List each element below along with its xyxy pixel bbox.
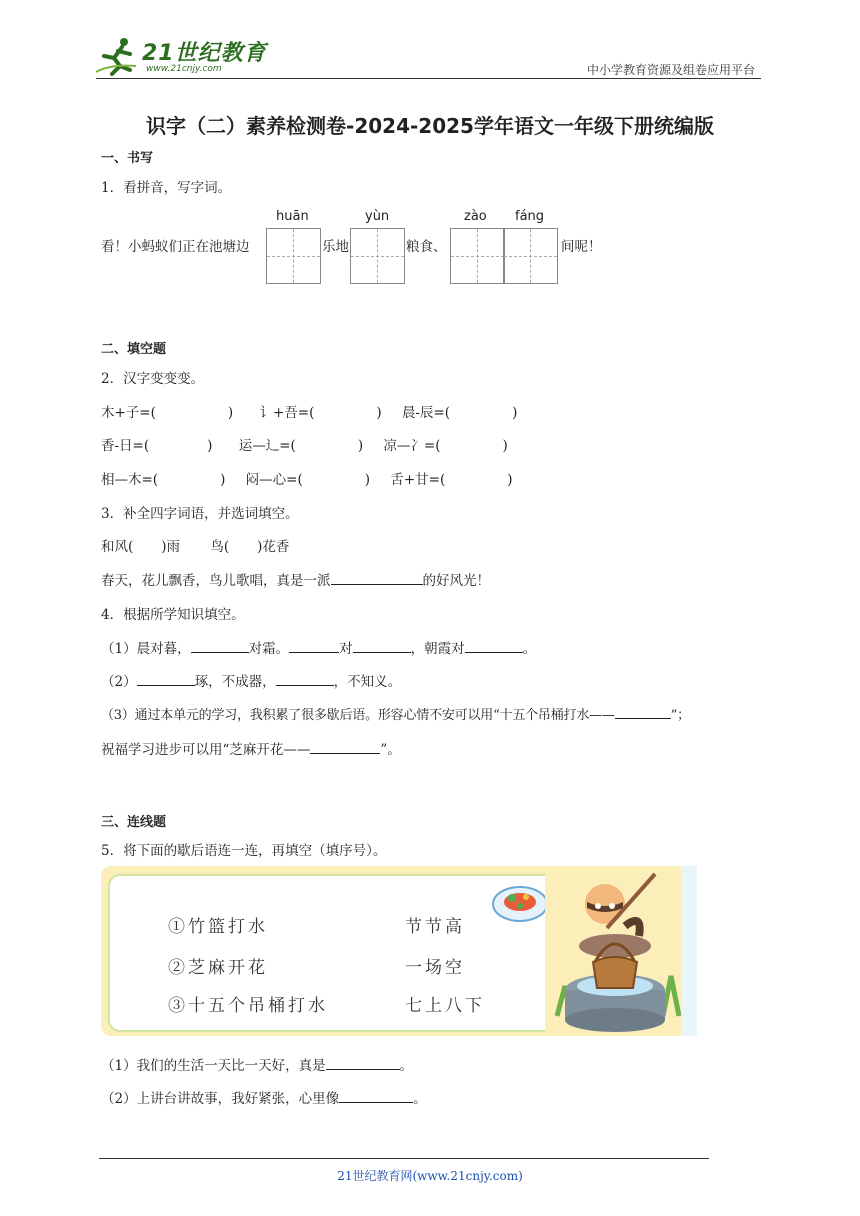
match-right-1[interactable]: 节节高 [405, 917, 465, 937]
q3-words: 和风( )雨 鸟( )花香 [101, 539, 290, 555]
q2-item: 凉—冫=( ) [383, 438, 508, 454]
q1-text-3: 粮食、 [406, 239, 447, 255]
writing-grid-1[interactable] [266, 228, 321, 284]
pinyin-huan: huān [276, 209, 309, 224]
q2-row-1 [101, 401, 517, 421]
footer-divider [99, 1158, 709, 1159]
q4-part-3: （3）通过本单元的学习，我积累了很多歇后语。形容心情不安可以用“十五个吊桶打水—— ”； [101, 704, 690, 723]
answer-blank[interactable] [326, 1055, 400, 1070]
q2-item: 讠+吾=( ) [259, 405, 382, 421]
q5-sentence-2: （2）上讲台讲故事，我好紧张，心里像 。 [101, 1087, 427, 1107]
logo-text: 21世纪教育 [142, 41, 267, 66]
footer-link[interactable]: 21世纪教育网(www.21cnjy.com) [337, 1169, 523, 1183]
writing-grid-2[interactable] [350, 228, 405, 284]
answer-blank[interactable] [137, 671, 195, 686]
pinyin-fang: fáng [515, 209, 545, 224]
runner-icon [96, 36, 140, 76]
q2-item: 运—辶=( ) [238, 438, 364, 454]
q5-sentence-1: （1）我们的生活一天比一天好，真是 。 [101, 1054, 413, 1074]
tagline: 中小学教育资源及组卷应用平台 [586, 63, 755, 77]
q4-part-1: （1）晨对暮， 对霜。 对 ，朝霞对 。 [101, 637, 536, 657]
q1-text-4: 间呢！ [561, 239, 602, 255]
q2-item: 晨-辰=( ) [401, 405, 518, 421]
section-heading-writing: 一、书写 [101, 151, 154, 166]
header-divider [96, 78, 761, 79]
answer-blank[interactable] [465, 638, 523, 653]
q2-item: 舌+甘=( ) [390, 472, 513, 488]
q2-item: 相—木=( ) [101, 472, 226, 488]
q2-item: 木+子=( ) [101, 405, 234, 421]
pinyin-yun: yùn [365, 209, 390, 224]
section-heading-fill: 二、填空题 [101, 342, 167, 357]
food-plate-icon [490, 878, 550, 924]
q4-part-2: （2） 琢，不成器， ，不知义。 [101, 670, 401, 690]
writing-grid-4[interactable] [503, 228, 558, 284]
match-left-2[interactable]: ②芝麻开花 [168, 958, 268, 978]
answer-blank[interactable] [276, 671, 334, 686]
logo-url: www.21cnjy.com [146, 64, 222, 74]
answer-blank[interactable] [289, 638, 339, 653]
section-heading-match: 三、连线题 [101, 815, 167, 830]
page-title: 识字（二）素养检测卷-2024-2025学年语文一年级下册统编版 [146, 114, 714, 138]
pinyin-zao: zào [464, 209, 487, 224]
q2-item: 香-日=( ) [101, 438, 213, 454]
match-left-1[interactable]: ①竹篮打水 [168, 917, 268, 937]
answer-blank[interactable] [615, 704, 671, 719]
writing-grid-3[interactable] [450, 228, 505, 284]
answer-blank[interactable] [331, 570, 423, 585]
q2-row-2 [101, 434, 508, 454]
q3-sentence: 春天，花儿飘香，鸟儿歌唱，真是一派 的好风光！ [101, 569, 490, 589]
q2-item: 闷—心=( ) [245, 472, 371, 488]
question-2-prompt: 2．汉字变变变。 [101, 371, 205, 387]
answer-blank[interactable] [191, 638, 249, 653]
q4-part-3-continued: 祝福学习进步可以用“芝麻开花—— ”。 [101, 738, 401, 758]
answer-blank[interactable] [339, 1088, 413, 1103]
answer-blank[interactable] [353, 638, 411, 653]
raccoon-well-illustration [545, 866, 697, 1036]
match-right-3[interactable]: 七上八下 [405, 996, 485, 1016]
q1-text-2: 乐地 [322, 239, 349, 255]
q2-row-3 [101, 468, 513, 488]
question-1-prompt: 1．看拼音，写字词。 [101, 180, 232, 196]
q1-text-1: 看！小蚂蚁们正在池塘边 [101, 239, 250, 255]
question-3-prompt: 3．补全四字词语，并选词填空。 [101, 506, 299, 522]
question-5-prompt: 5．将下面的歇后语连一连，再填空（填序号）。 [101, 843, 387, 859]
question-4-prompt: 4．根据所学知识填空。 [101, 607, 245, 623]
match-left-3[interactable]: ③十五个吊桶打水 [168, 996, 328, 1016]
answer-blank[interactable] [310, 739, 380, 754]
match-right-2[interactable]: 一场空 [405, 958, 465, 978]
site-logo [96, 34, 267, 78]
